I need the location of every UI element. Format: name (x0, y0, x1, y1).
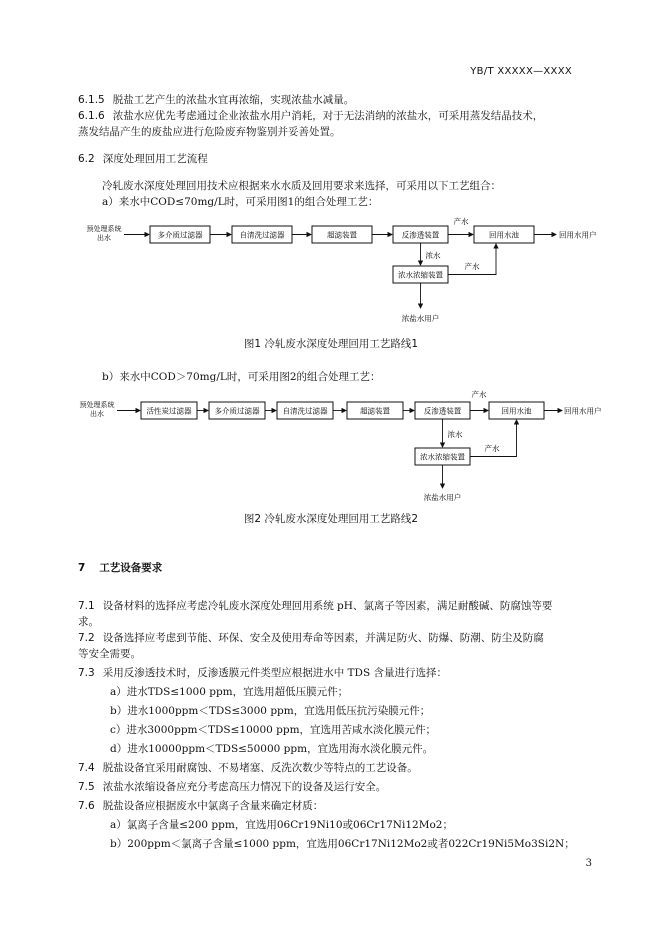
fig1-label-product-water-2: 产水 (464, 262, 480, 271)
fig2-label-reuse-user: 回用水用户 (564, 406, 602, 416)
clause-text: 浓盐水应优先考虑通过企业浓盐水用户消耗，对于无法消纳的浓盐水，可采用蒸发结晶技术， (112, 110, 544, 122)
fig2-label-product-water-2: 产水 (484, 444, 500, 453)
fig2-box-activated-carbon-filter (141, 402, 197, 419)
clause-7-6 (78, 798, 606, 814)
clause-text: 浓盐水浓缩设备应充分考虑高压力情况下的设备及运行安全。 (102, 781, 387, 793)
list-item: b）200ppm＜氯离子含量≤1000 ppm，宜选用06Cr17Ni12Mo2或者022Cr19Ni5Mo3Si2N； (110, 838, 575, 850)
list-item: a）进水TDS≤1000 ppm，宜选用超低压膜元件； (110, 686, 349, 698)
svg-text:回用水池: 回用水池 (489, 230, 519, 240)
figure-1-caption: 图1 冷轧废水深度处理回用工艺路线1 (243, 338, 419, 350)
clause-6-1-5 (78, 92, 606, 108)
clause-6-1-6 (78, 108, 606, 124)
clause-number: 7.1 (78, 600, 95, 612)
clause-number: 7.3 (78, 667, 95, 679)
clause-7-3 (78, 665, 606, 681)
fig1-box-self-cleaning-filter (232, 226, 292, 243)
svg-text:多介质过滤器: 多介质过滤器 (214, 406, 260, 416)
clause-number: 7.2 (78, 632, 95, 644)
clause-7-1 (78, 598, 606, 614)
fig1-arrows (124, 235, 556, 309)
clause-7-5 (78, 779, 606, 795)
figure-2-flowchart (0, 388, 662, 508)
clause-7-1-continued: 求。 (78, 616, 99, 628)
section-7-heading (78, 560, 606, 576)
fig2-box-ultrafiltration (347, 402, 403, 419)
case-a-text: a）来水中COD≤70mg/L时，可采用图1的组合处理工艺： (102, 196, 379, 208)
section-title: 深度处理回用工艺流程 (102, 153, 208, 165)
page-number: 3 (585, 858, 592, 869)
section-number: 6.2 (78, 153, 95, 165)
fig1-label-product-water: 产水 (453, 217, 469, 226)
fig1-box-reuse-tank (474, 226, 534, 243)
fig2-label-concentrate: 浓水 (447, 430, 463, 439)
fig2-label-product-water: 产水 (471, 390, 487, 399)
list-item: c）进水3000ppm＜TDS≤10000 ppm，宜选用苦咸水淡化膜元件； (110, 724, 437, 736)
fig1-label-concentrate: 浓水 (425, 251, 441, 260)
svg-text:多介质过滤器: 多介质过滤器 (157, 230, 203, 240)
clause-6-1-6-continued: 蒸发结晶产生的废盐应进行危险废弃物鉴别并妥善处置。 (78, 126, 341, 138)
fig2-box-brine-concentrator (415, 448, 470, 465)
fig2-box-reverse-osmosis (415, 402, 470, 419)
list-item: a）氯离子含量≤200 ppm，宜选用06Cr19Ni10或06Cr17Ni12Mo2； (110, 819, 453, 831)
figure-2-caption: 图2 冷轧废水深度处理回用工艺路线2 (243, 513, 419, 525)
svg-text:超滤装置: 超滤装置 (327, 230, 357, 240)
clause-number: 6.1.6 (78, 110, 105, 122)
svg-text:自清洗过滤器: 自清洗过滤器 (282, 406, 328, 416)
svg-text:浓水浓缩装置: 浓水浓缩装置 (420, 452, 465, 462)
clause-text: 脱盐设备宜采用耐腐蚀、不易堵塞、反洗次数少等特点的工艺设备。 (102, 762, 418, 774)
list-item: d）进水10000ppm＜TDS≤50000 ppm，宜选用海水淡化膜元件。 (110, 743, 434, 755)
figure-1-flowchart (0, 212, 662, 332)
fig1-source-label-line1: 预处理系统 (86, 225, 122, 233)
section-title: 工艺设备要求 (99, 562, 163, 574)
fig2-source-label-line1: 预处理系统 (79, 401, 115, 409)
clause-text: 脱盐设备应根据废水中氯离子含量来确定材质： (102, 800, 324, 812)
svg-text:超滤装置: 超滤装置 (360, 406, 390, 416)
clause-text: 采用反渗透技术时，反渗透膜元件类型应根据进水中 TDS 含量进行选择： (102, 667, 447, 679)
fig1-label-brine-user: 浓盐水用户 (401, 314, 440, 323)
clause-number: 7.5 (78, 781, 95, 793)
section-6-2-heading (78, 151, 606, 167)
clause-7-2-continued: 等安全需要。 (78, 648, 141, 660)
fig1-box-reverse-osmosis (393, 226, 448, 243)
fig2-label-brine-user: 浓盐水用户 (423, 493, 462, 502)
clause-text: 脱盐工艺产生的浓盐水宜再浓缩，实现浓盐水减量。 (112, 94, 355, 106)
fig2-box-self-cleaning-filter (277, 402, 333, 419)
fig1-box-brine-concentrator (393, 266, 448, 283)
clause-7-4 (78, 760, 606, 776)
document-code: YB/T XXXXX—XXXX (470, 66, 572, 77)
fig2-source-label-line2: 出水 (90, 410, 104, 418)
section-number: 7 (78, 562, 86, 574)
intro-paragraph: 冷轧废水深度处理回用技术应根据来水水质及回用要求来选择，可采用以下工艺组合： (102, 180, 501, 192)
svg-text:浓水浓缩装置: 浓水浓缩装置 (398, 270, 443, 280)
svg-text:反渗透装置: 反渗透装置 (423, 406, 462, 416)
clause-7-2 (78, 630, 606, 646)
fig2-box-multimedia-filter (209, 402, 265, 419)
case-b-text: b）来水中COD＞70mg/L时，可采用图2的组合处理工艺： (102, 371, 381, 383)
clause-text: 设备选择应考虑到节能、环保、安全及使用寿命等因素，并满足防火、防爆、防潮、防尘及防腐 (102, 632, 544, 644)
svg-text:回用水池: 回用水池 (501, 406, 532, 416)
svg-text:反渗透装置: 反渗透装置 (401, 230, 440, 240)
fig1-box-ultrafiltration (312, 226, 372, 243)
clause-number: 7.4 (78, 762, 95, 774)
fig1-box-multimedia-filter (150, 226, 210, 243)
svg-text:自清洗过滤器: 自清洗过滤器 (239, 230, 285, 240)
fig1-source-label-line2: 出水 (97, 234, 111, 242)
svg-text:活性炭过滤器: 活性炭过滤器 (146, 406, 192, 416)
list-item: b）进水1000ppm＜TDS≤3000 ppm，宜选用低压抗污染膜元件； (110, 705, 431, 717)
clause-number: 6.1.5 (78, 94, 105, 106)
clause-number: 7.6 (78, 800, 95, 812)
clause-text: 设备材料的选择应考虑冷轧废水深度处理回用系统 pH、氯离子等因素，满足耐酸碱、防腐蚀等要 (102, 600, 553, 612)
fig1-label-reuse-user: 回用水用户 (559, 230, 597, 240)
fig2-box-reuse-tank (489, 402, 544, 419)
